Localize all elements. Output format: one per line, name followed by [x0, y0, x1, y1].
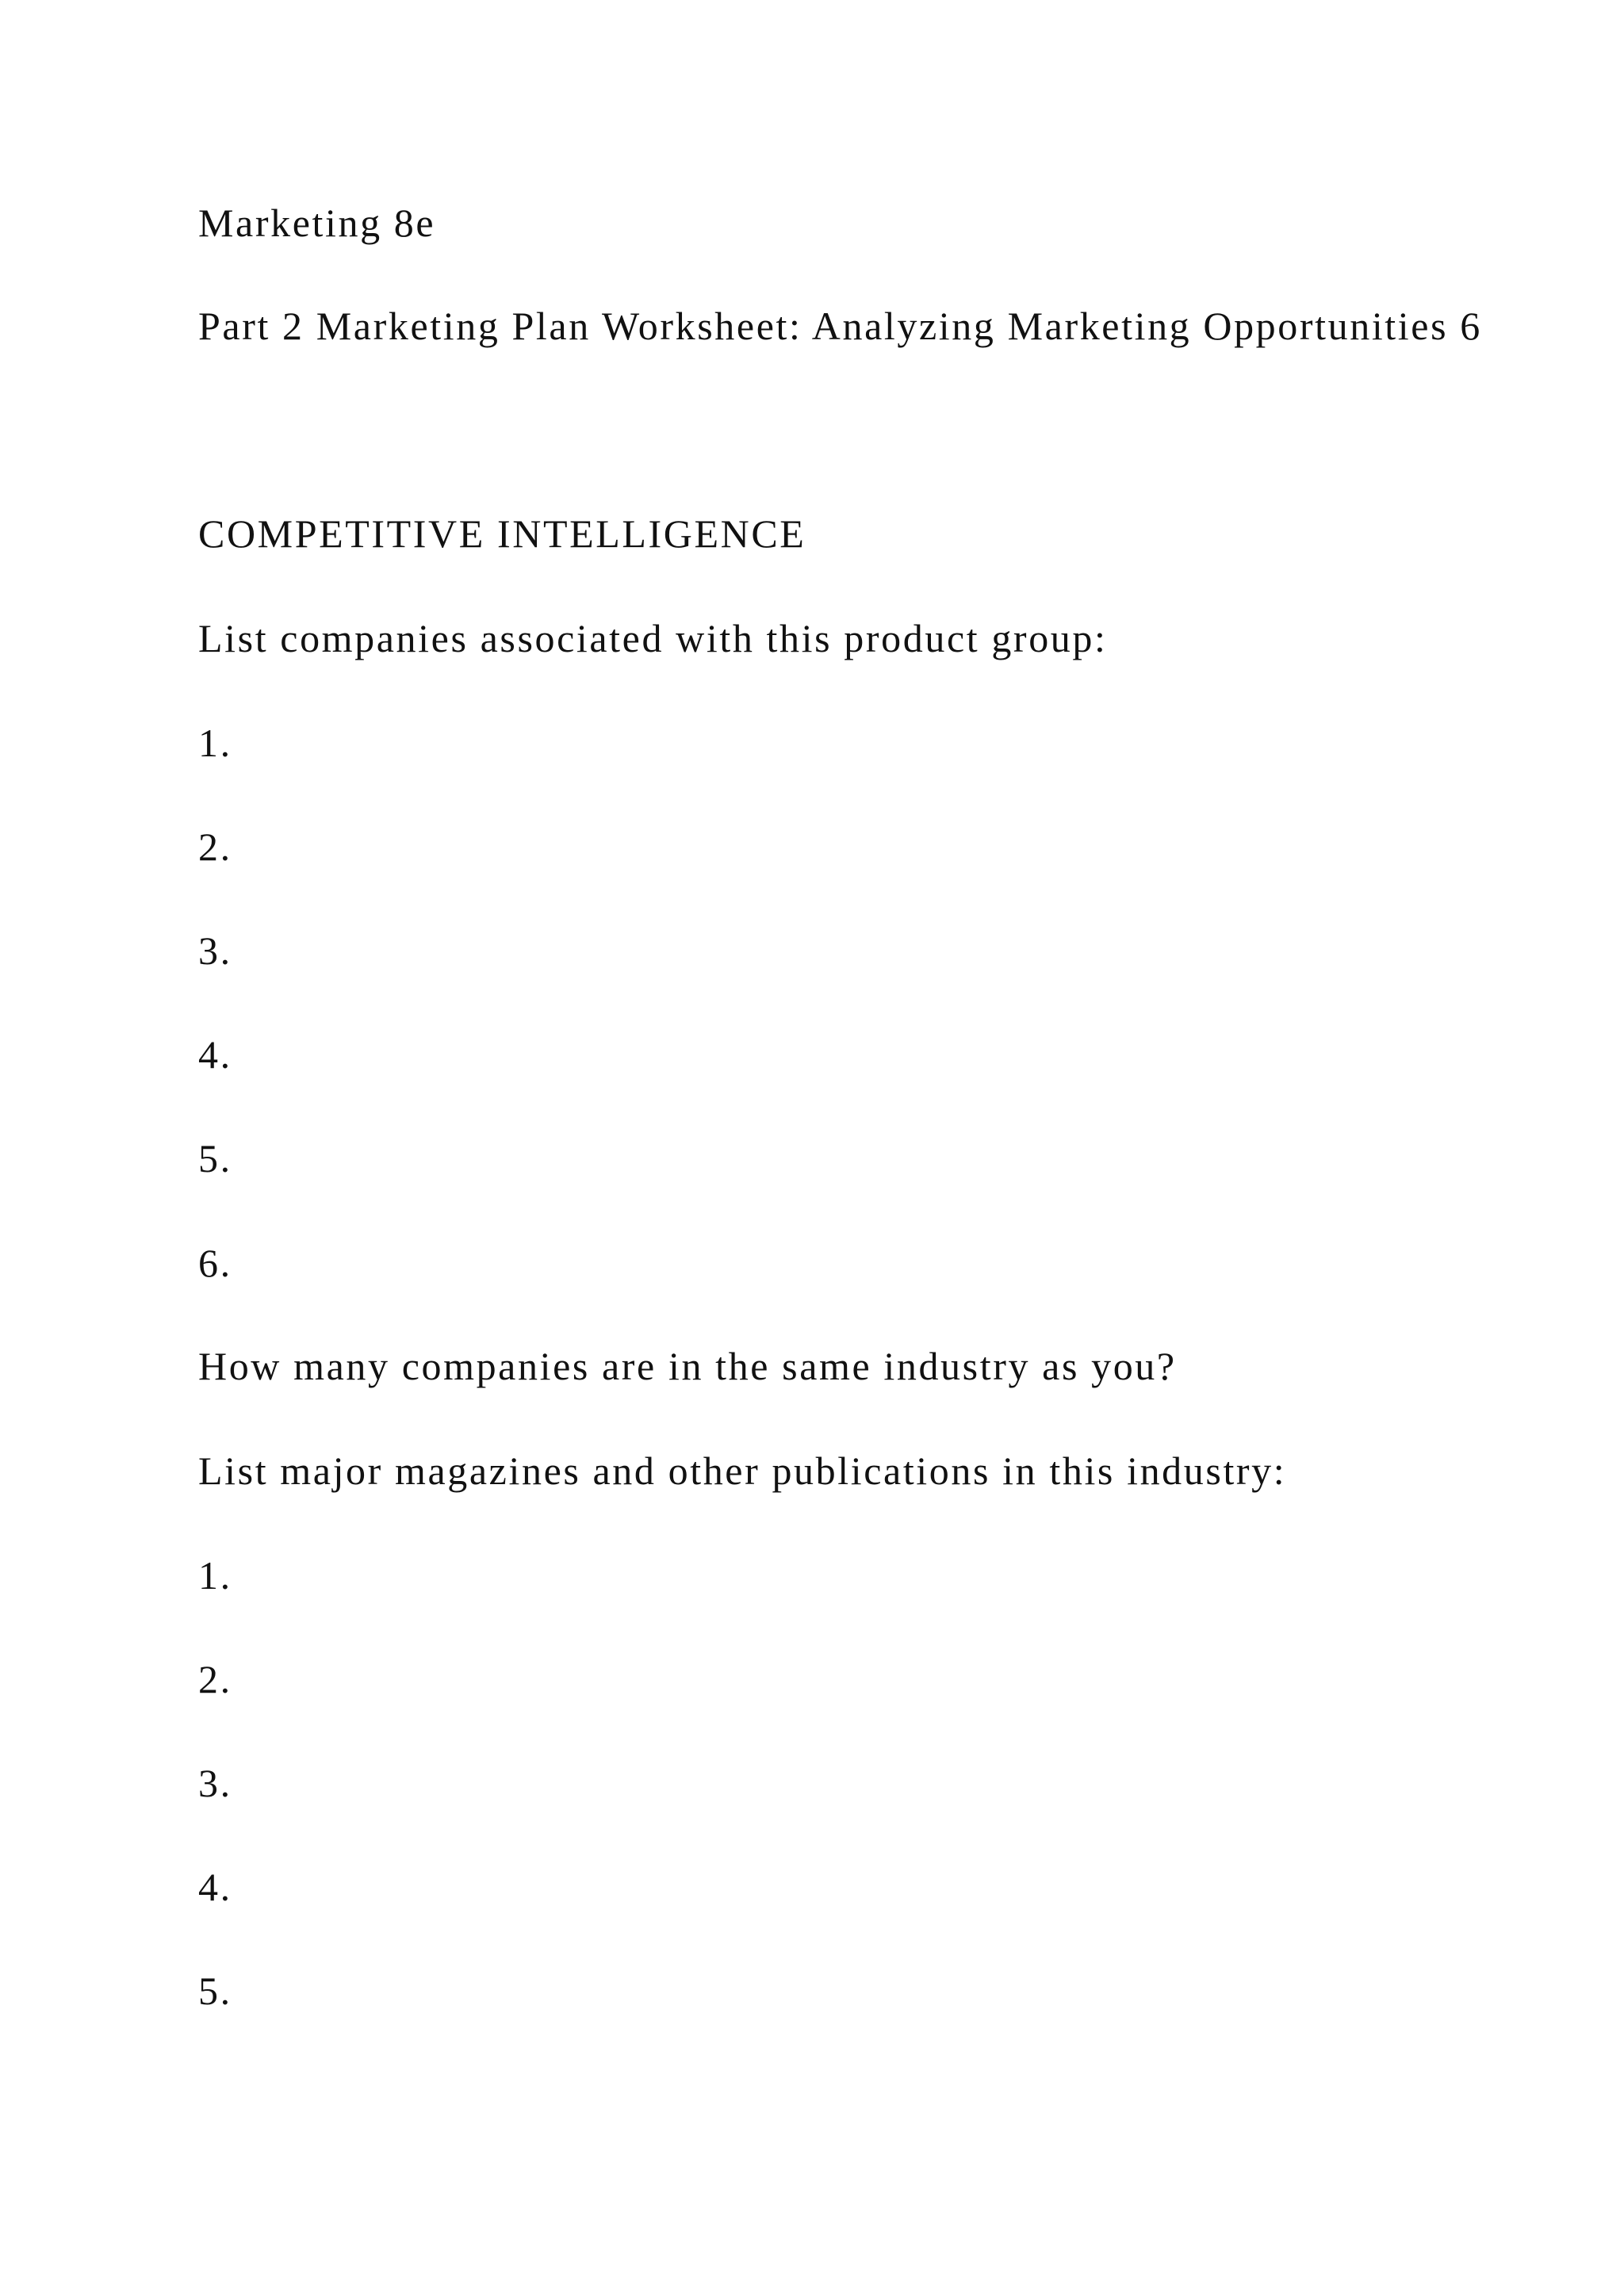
list-item: 1. — [198, 1553, 232, 1598]
list-item: 4. — [198, 1032, 232, 1077]
list-item: 5. — [198, 1969, 232, 2013]
list-item: 2. — [198, 825, 232, 869]
list-item: 1. — [198, 721, 232, 765]
worksheet-title: Part 2 Marketing Plan Worksheet: Analyzing Marketing Opportunities 6 — [198, 304, 1482, 348]
list-item: 2. — [198, 1657, 232, 1701]
publications-prompt: List major magazines and other publications in this industry: — [198, 1448, 1287, 1493]
industry-question: How many companies are in the same industry as you? — [198, 1344, 1177, 1388]
list-item: 6. — [198, 1241, 232, 1285]
book-title: Marketing 8e — [198, 201, 436, 245]
section-heading: COMPETITIVE INTELLIGENCE — [198, 511, 806, 556]
list-item: 5. — [198, 1136, 232, 1181]
list-item: 3. — [198, 1761, 232, 1805]
list-item: 4. — [198, 1865, 232, 1909]
companies-prompt: List companies associated with this product group: — [198, 616, 1108, 660]
list-item: 3. — [198, 928, 232, 973]
